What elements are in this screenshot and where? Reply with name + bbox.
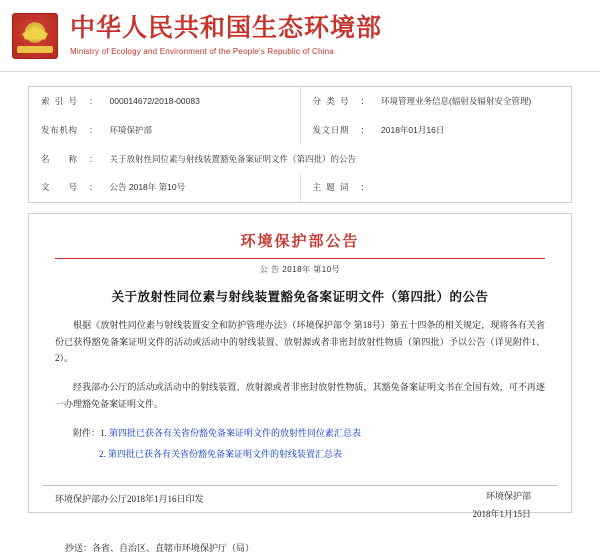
- document-paragraph: 经我部办公厅的活动或活动中的射线装置、放射源或者非密封放射性物质，其豁免备案证明文书在全国有效，可不再逐一办理豁免备案证明文件。: [55, 381, 545, 409]
- meta-value: 环境管理业务信息(辐射及辐射安全管理): [381, 96, 532, 106]
- meta-value: [375, 177, 565, 198]
- meta-cell-left: 发布机构 ： 环境保护部: [29, 116, 300, 145]
- meta-cell-right: 主 题 词 ：: [300, 173, 571, 202]
- meta-value: 公告 2018年 第10号: [109, 182, 186, 193]
- table-row: [29, 87, 571, 116]
- attachment-link-1[interactable]: 第四批已获各有关省份豁免备案证明文件的放射性同位素汇总表: [109, 428, 362, 439]
- meta-label: 分类号: [312, 96, 349, 106]
- meta-value: 环境保护部: [109, 124, 153, 135]
- meta-cell-left: 索 引 号 ： 000014672/2018-00083: [29, 87, 300, 116]
- meta-label: 名 称: [41, 153, 77, 164]
- national-emblem-icon: [12, 13, 58, 59]
- document-cc: 抄送：各省、自治区、直辖市环境保护厅（局）: [65, 542, 255, 553]
- meta-value: 2018年01月16日: [381, 124, 445, 135]
- meta-label: 发文日期: [312, 124, 349, 135]
- attachment-link-2[interactable]: 2. 第四批已获各有关省份豁免备案证明文件的射线装置汇总表: [99, 448, 343, 459]
- site-title-cn: 中华人民共和国生态环境部: [70, 15, 383, 43]
- meta-label: 文 号: [41, 182, 77, 193]
- document-meta-table: [28, 86, 572, 203]
- meta-label: 主 题 词: [312, 182, 349, 193]
- attachment-line-1: [55, 425, 545, 442]
- attachment-prefix: 附件：1.: [73, 428, 107, 439]
- footer-divider: [43, 485, 557, 486]
- meta-label: 发布机构: [41, 124, 77, 135]
- document-heading: 关于放射性同位素与射线装置豁免备案证明文件（第四批）的公告: [111, 290, 489, 304]
- attachment-line-2: [55, 446, 545, 463]
- site-title-block: [70, 15, 382, 56]
- meta-label: 索 引 号: [41, 96, 77, 106]
- meta-value: 关于放射性同位素与射线装置豁免备案证明文件（第四批）的公告: [109, 153, 357, 164]
- meta-cell-right: 发文日期 ： 2018年01月16日: [300, 116, 571, 145]
- table-row: [29, 173, 571, 202]
- document-number: 公 告 2018年 第10号: [259, 265, 341, 274]
- site-header: [0, 0, 600, 72]
- site-title-en: Ministry of Ecology and Environment of the People's Republic of China: [70, 46, 334, 56]
- document-org-title: 环境保护部公告: [240, 234, 360, 250]
- meta-value: 000014672/2018-00083: [109, 96, 200, 106]
- document-paragraph: 根据《放射性同位素与射线装置安全和防护管理办法》（环境保护部令 第18号）第五十四条的相关规定，现将各有关省份已获得豁免备案证明文件的活动或活动中的射线装置、放射源或者非密封放射性物质（第四批）予以公告（详见附件1、2）。: [55, 320, 545, 364]
- signature-date: 2018年1月15日: [472, 508, 531, 519]
- meta-cell-right: 分类号 ： 环境管理业务信息(辐射及辐射安全管理): [300, 87, 571, 116]
- signature-org: 环境保护部: [485, 491, 531, 502]
- meta-cell-left: 文 号 ： 公告 2018年 第10号: [29, 173, 300, 202]
- document-body: [28, 213, 572, 553]
- meta-cell-full: 名 称 ： 关于放射性同位素与射线装置豁免备案证明文件（第四批）的公告: [29, 145, 571, 174]
- title-divider: [55, 258, 545, 259]
- table-row: [29, 116, 571, 145]
- table-row: [29, 145, 571, 174]
- document-footer: 环境保护部办公厅2018年1月16日印发: [55, 494, 204, 504]
